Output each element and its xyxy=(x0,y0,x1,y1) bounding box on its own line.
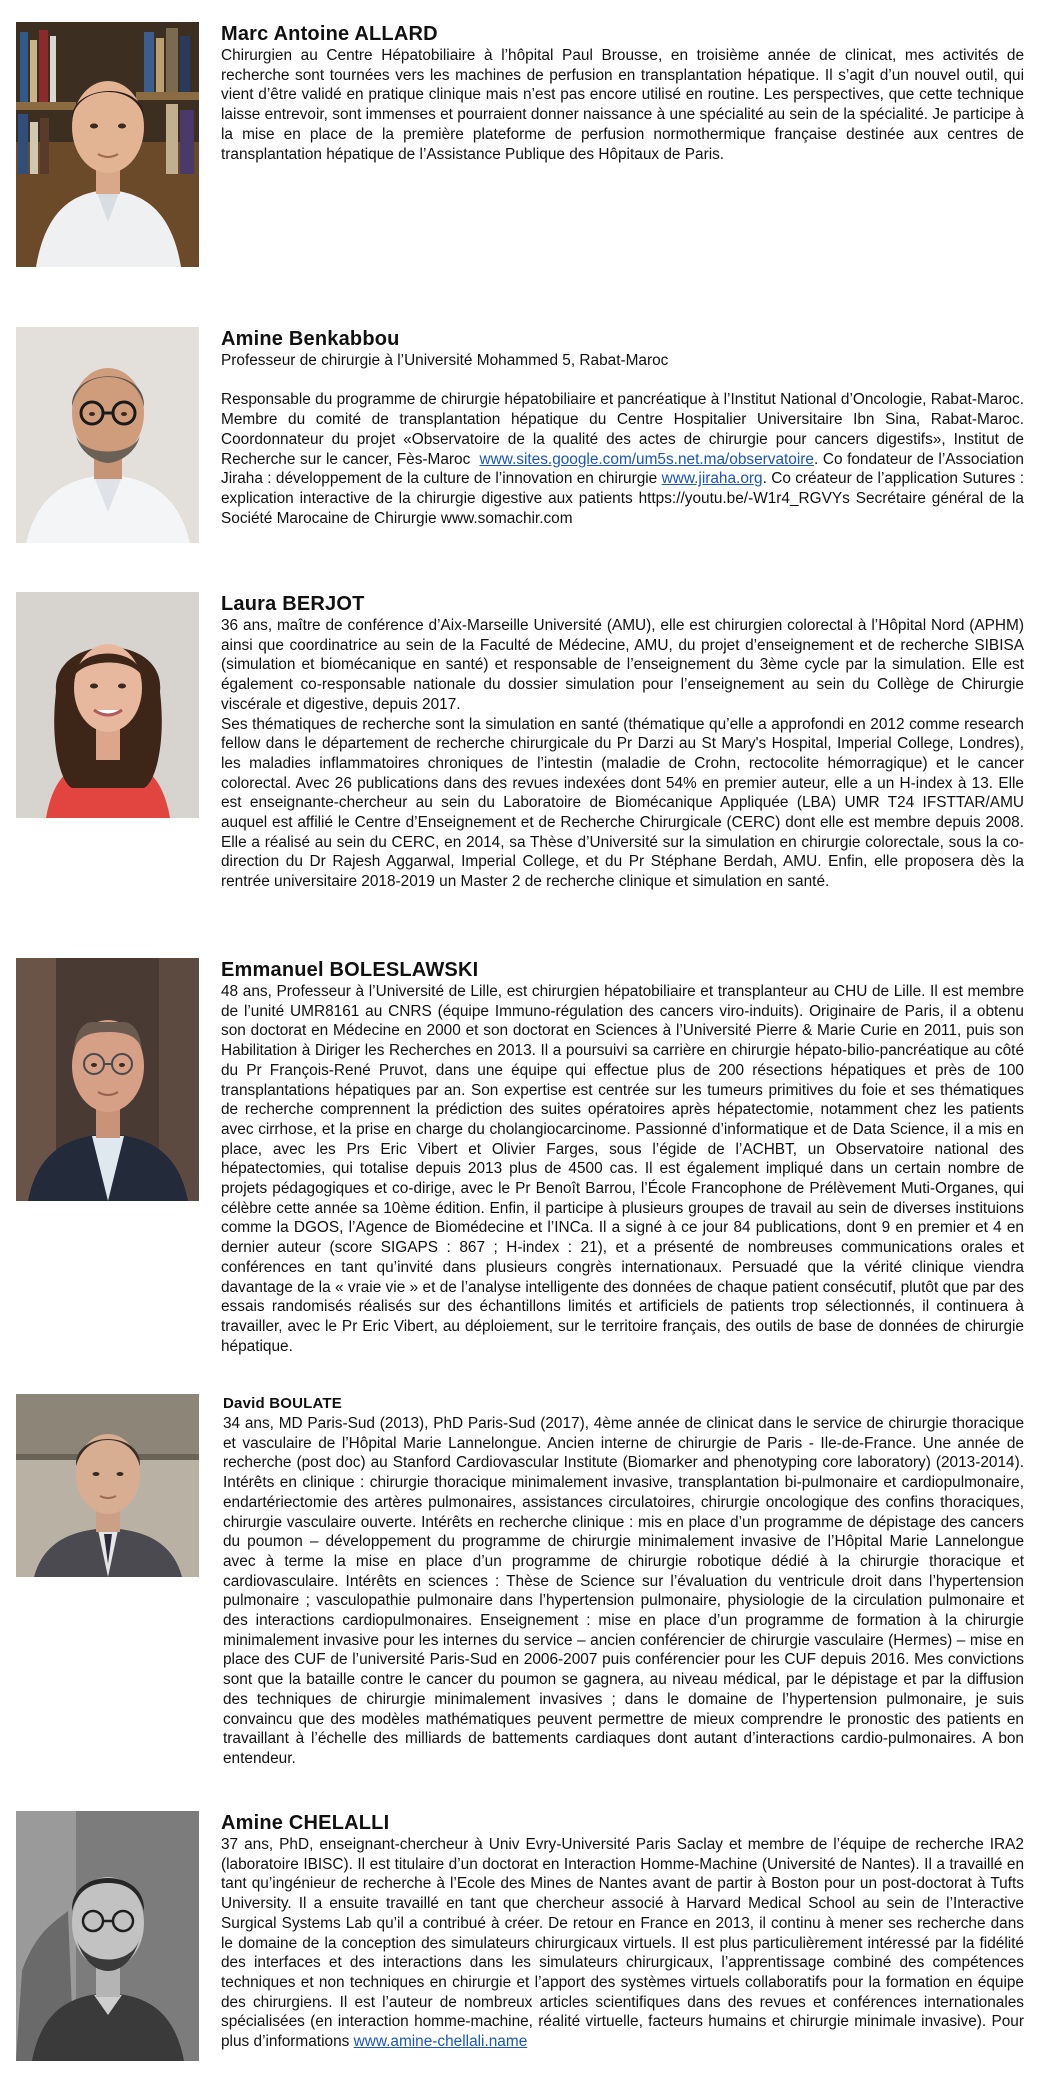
chellali-website-link[interactable]: www.amine-chellali.name xyxy=(353,2033,528,2051)
bio-text-boulate xyxy=(223,1394,1024,1769)
bio-text-berjot xyxy=(221,592,1024,892)
bio-paragraph: 36 ans, maître de conférence d’Aix-Marseille Université (AMU), elle est chirurgien colorectal à l’Hôpital Nord (APHM) ainsi que coordinatrice au sein de la Faculté de Médecine, AMU, du projet d’enseignement et de recherche SIBISA (simulation et biomécanique en santé) et responsable de l’enseignement du 3ème cycle par la simulation. Elle est également co-responsable nationale du dossier simulation pour l’enseignement au sein du Collège de Chirurgie viscérale et digestive, depuis 2017. xyxy=(221,617,1024,713)
portrait-photo-berjot xyxy=(16,592,199,818)
bio-text-chelalli xyxy=(221,1811,1024,2052)
bio-name: David BOULATE xyxy=(223,1395,342,1412)
portrait-photo-benkabbou xyxy=(16,327,199,543)
bio-text-allard xyxy=(221,22,1024,164)
bio-text-segment: Responsable du programme de chirurgie hépatobiliaire et pancréatique à l’Institut National d’Oncologie, Rabat-Maroc. Membre du comité de transplantation hépatique du Centre Hospitalier Universitaire Ibn Sina, Rabat-Maroc. Coordonnateur du projet «Observatoire de la qualité des actes de chirurgie pour cancers digestifs», Institut de Recherche sur le cancer, Fès-Maroc xyxy=(221,391,1024,468)
portrait-photo-allard xyxy=(16,22,199,267)
jiraha-link[interactable]: www.jiraha.org xyxy=(661,470,763,488)
bio-name: Emmanuel BOLESLAWSKI xyxy=(221,959,479,981)
observatoire-link[interactable]: www.sites.google.com/um5s.net.ma/observatoire xyxy=(479,450,814,468)
bio-paragraph xyxy=(221,1835,1024,2052)
bio-name: Laura BERJOT xyxy=(221,593,365,615)
bio-text-boleslawski xyxy=(221,958,1024,1356)
portrait-photo-chelalli xyxy=(16,1811,199,2061)
bio-text-benkabbou xyxy=(221,327,1024,528)
bio-text-segment: . Co fondateur de l’Association Jiraha : développement de la culture de l’innovation en chirurgie xyxy=(221,450,1024,488)
bio-paragraph xyxy=(221,390,1024,528)
portrait-photo-boulate xyxy=(16,1394,199,1577)
bio-paragraph: 48 ans, Professeur à l’Université de Lille, est chirurgien hépatobiliaire et transplanteur au CHU de Lille. Il est membre de l’unité UMR8161 au CNRS (équipe Immuno-régulation des cancers viro-induits). Originaire de Paris, il a obtenu son doctorat en Médecine en 2000 et son doctorat en Sciences à l’Université Pierre & Marie Curie en 2011, puis son Habilitation à Diriger les Recherches en 2013. Il a poursuivi sa carrière en chirurgie hépato-bilio-pancréatique au côté du Pr François-René Pruvot, dans une équipe qui effectue plus de 200 résections hépatiques et près de 100 transplantations hépatiques par an. Son expertise est centrée sur les tumeurs primitives du foie et ses thématiques de recherche comprennent la prédiction des suites opératoires après hépatectomie, notamment chez les patients avec cirrhose, et la prise en charge du cholangiocarcinome. Passionné d’informatique et de Data Science, il a mis en place, avec les Prs Eric Vibert et Olivier Farges, sous l’égide de l’ACHBT, un Observatoire national des hépatectomies, qui totalise depuis 2013 plus de 4500 cas. Il est également impliqué dans un certain nombre de projets pédagogiques et co-dirige, avec le Pr Benoît Barrou, l’École Francophone de Prélèvement Muti-Organes, qui célèbre cette année sa 10ème édition. Enfin, il participe à plusieurs groupes de travail au sein de diverses instituions comme la DGOS, l’Agence de Biomédecine et l’INCa. Il a signé à ce jour 84 publications, dont 9 en premier et 4 en dernier auteur (score SIGAPS : 867 ; H-index : 21), et a présenté de nombreuses communications orales et conférences en tant qu’invité dans plusieurs congrès internationaux. Persuadé que la vérité clinique viendra davantage de la « vraie vie » et de l’analyse intelligente des données de chaque patient consécutif, plutôt que par des essais randomisés réalisés sur des échantillons limités et artificiels de patients trop sélectionnés, il continuera à travailler, avec le Pr Eric Vibert, au déploiement, sur le territoire français, des outils de base de données de chirurgie hépatique. xyxy=(221,983,1024,1355)
bio-name: Amine CHELALLI xyxy=(221,1812,390,1834)
bio-paragraph: 34 ans, MD Paris-Sud (2013), PhD Paris-Sud (2017), 4ème année de clinicat dans le service de chirurgie thoracique et vasculaire de l’Hôpital Marie Lannelongue. Ancien interne de chirurgie de Paris - Ile-de-France. Une année de recherche (post doc) au Stanford Cardiovascular Institute (Biomarker and phenotyping core laboratory) (2013-2014). Intérêts en clinique : chirurgie thoracique minimalement invasive, transplantation bi-pulmonaire et cardiopulmonaire, endartériectomie des artères pulmonaires, assistances circulatoires, chirurgie oncologique des confins thoraciques, chirurgie vasculaire ouverte. Intérêts en recherche clinique : mis en place d’un programme de dépistage des cancers du poumon – développement du programme de chirurgie minimalement invasive de l’Hôpital Marie Lannelongue avec à terme la mise en place d’un programme de chirurgie robotique dédié à la chirurgie thoracique et cardiovasculaire. Intérêts en sciences : Thèse de Science sur l’évaluation du ventricule droit dans l’hypertension pulmonaire ; vasculopathie pulmonaire dans l’hypertension pulmonaire, physiologie de la circulation pulmonaire et des interactions cardiopulmonaires. Enseignement : mise en place d’un programme de formation à la chirurgie minimalement invasive pour les internes du service – ancien conférencier de chirurgie vasculaire (Hermes) – mise en place des CUF de l’université Paris-Sud en 2006-2007 puis conférencier pour les CUF depuis 2016. Mes convictions sont que la bataille contre le cancer du poumon se gagnera, au niveau médical, par le dépistage et par la diffusion des techniques de chirurgie minimalement invasives ; dans le domaine de l’hypertension pulmonaire, je suis convaincu que des modèles mathématiques peuvent permettre de mieux comprendre le pronostic des patients en travaillant à l’échelle des milliards de battements cardiaques dont autant d’interactions cardio-pulmonaires. A bon entendeur. xyxy=(223,1415,1024,1767)
bio-subtitle: Professeur de chirurgie à l’Université Mohammed 5, Rabat-Maroc xyxy=(221,352,669,369)
portrait-photo-boleslawski xyxy=(16,958,199,1201)
bio-paragraph: Chirurgien au Centre Hépatobiliaire à l’hôpital Paul Brousse, en troisième année de clinicat, mes activités de recherche sont tournées vers les machines de perfusion en transplantation hépatique. Il s’agit d’un nouvel outil, qui vient d’être validé en pratique clinique mais n’est pas encore utilisé en routine. Les perspectives, que cette technique laisse entrevoir, sont immenses et pourraient donner naissance à une spécialité au sein de la spécialité. Je participe à la mise en place de la première plateforme de perfusion normothermique française destinée aux centres de transplantation hépatique de l’Assistance Publique des Hôpitaux de Paris. xyxy=(221,47,1024,163)
bio-name: Marc Antoine ALLARD xyxy=(221,23,438,45)
bio-text-segment: 37 ans, PhD, enseignant-chercheur à Univ Evry-Université Paris Saclay et membre de l’équipe de recherche IRA2 (laboratoire IBISC). Il est titulaire d’un doctorat en Interaction Homme-Machine (Université de Nantes). Il a travaillé en tant qu’ingénieur de recherche à l’Ecole des Mines de Nantes avant de partir à Boston pour un post-doctorat à Tufts University. Il a ensuite travaillé en tant que chercheur associé à Harvard Medical School au sein de l’Interactive Surgical Systems Lab qu’il a contribué à créer. De retour en France en 2013, il continu à mener ses recherche dans le domaine de la conception des simulateurs chirurgicaux virtuels. Il est plus particulièrement intéressé par la fidélité des interfaces et des interactions dans les simulateurs chirurgicaux, l’apprentissage combiné des compétences techniques et non techniques en chirurgie et l’apport des systèmes virtuels collaboratifs pour la formation en équipe des chirurgiens. Il est l’auteur de nombreux articles scientifiques dans des revues et conférences internationales spécialisées (en interaction homme-machine, réalité virtuelle, facteurs humains et chirurgie minimale invasive). Pour plus d’informations xyxy=(221,1836,1024,2051)
bio-text-segment: . Co créateur de l’application Sutures : explication interactive de la chirurgie digestive aux patients https://youtu.be/-W1r4_RGVYs Secrétaire général de la Société Marocaine de Chirurgie www.somachir.com xyxy=(221,470,1024,527)
bio-name: Amine Benkabbou xyxy=(221,328,400,350)
bio-paragraph: Ses thématiques de recherche sont la simulation en santé (thématique qu’elle a approfondi en 2012 comme research fellow dans le département de recherche chirurgicale du Pr Darzi au St Mary's Hospital, Imperial College, Londres), les maladies inflammatoires chroniques de l’intestin (maladie de Crohn, rectocolite hémorragique) et le cancer colorectal. Avec 26 publications dans des revues indexées dont 54% en premier auteur, elle a un H-index à 13. Elle est enseignante-chercheur au sein du Laboratoire de Biomécanique Appliquée (LBA) UMR T24 IFSTTAR/AMU auquel est affilié le Centre d’Enseignement et de Recherche Chirurgicale (CERC) dont elle est membre depuis 2008. Elle a réalisé au sein du CERC, en 2014, sa Thèse d’Université sur la simulation en chirurgie colorectale, sous la co-direction du Dr Rajesh Aggarwal, Imperial College, et du Pr Stéphane Berdah, AMU. Enfin, elle proposera dès la rentrée universitaire 2018-2019 un Master 2 de recherche clinique et simulation en santé. xyxy=(221,715,1024,891)
